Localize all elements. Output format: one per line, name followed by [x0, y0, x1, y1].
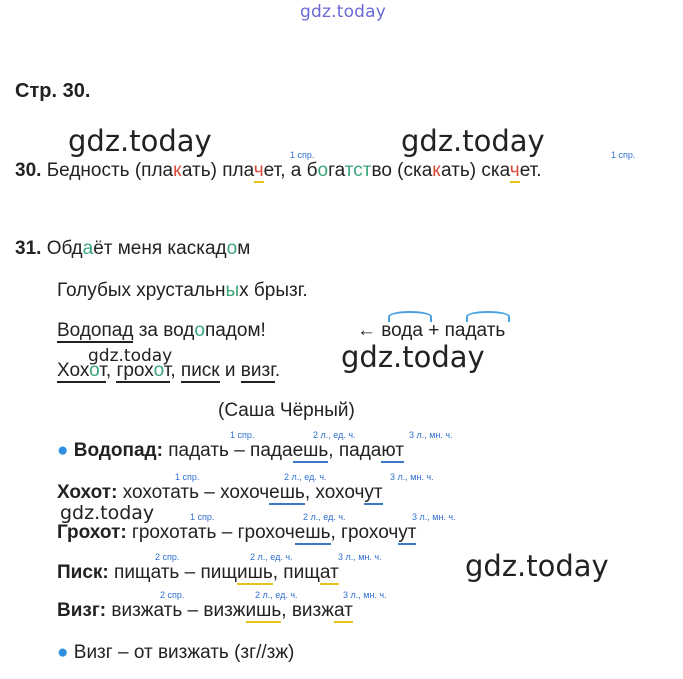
watermark-top: gdz.today: [300, 2, 387, 22]
text: , пада: [328, 440, 382, 461]
ending: ишь: [236, 562, 273, 583]
poem-line-1: [15, 238, 250, 260]
text: о: [317, 160, 329, 181]
text: ч: [509, 160, 520, 181]
text: х брызг.: [239, 280, 308, 301]
text: писк: [180, 360, 220, 381]
text: ,: [170, 360, 181, 381]
text: ет.: [519, 160, 542, 181]
ending: ешь: [269, 482, 305, 503]
conjugation-row: [57, 562, 339, 584]
text: грохотать – грохоч: [126, 522, 295, 543]
text: и: [219, 360, 241, 381]
conjugation-note: 3 л., мн. ч.: [343, 590, 387, 600]
text: , пищ: [272, 562, 320, 583]
conjugation-note: 2 л., ед. ч.: [313, 430, 356, 440]
text: а: [82, 238, 94, 259]
etymology-note: [57, 642, 294, 664]
ending: ишь: [245, 600, 282, 621]
conjugation-row: [57, 482, 383, 504]
text: грохот: [116, 360, 171, 381]
poem-line-4: [57, 360, 280, 382]
ending: ут: [364, 482, 383, 503]
watermark: gdz.today: [68, 124, 212, 158]
text: визжать – визж: [106, 600, 246, 621]
conjugation-note: 1 спр.: [190, 512, 215, 522]
text: ать) пла: [181, 160, 254, 181]
conjugation-note: 2 л., ед. ч.: [303, 512, 346, 522]
conjugation-note: 2 спр.: [160, 590, 185, 600]
conjugation-note: 1 спр.: [290, 150, 315, 160]
page-title: Стр. 30.: [15, 80, 91, 102]
text: во (ска: [371, 160, 433, 181]
conj-word: Писк:: [57, 562, 109, 583]
ending: ут: [398, 522, 417, 543]
text: м: [237, 238, 251, 259]
text: Визг – от визжать (зг//зж): [73, 642, 295, 663]
poem-line-3: [57, 320, 266, 342]
conj-word: Хохот:: [57, 482, 118, 503]
conjugation-note: 1 спр.: [175, 472, 200, 482]
text: .: [274, 360, 281, 381]
text: о: [194, 320, 205, 341]
text: тст: [344, 160, 372, 181]
ending: ешь: [294, 522, 331, 543]
text: ет, а б: [263, 160, 318, 181]
conjugation-note: 1 спр.: [230, 430, 255, 440]
ending: ат: [319, 562, 339, 583]
text: падать – пада: [162, 440, 293, 461]
text: Обд: [46, 238, 83, 259]
watermark: gdz.today: [60, 502, 155, 524]
exercise-number: 31.: [15, 238, 42, 259]
poem-author: (Саша Чёрный): [218, 400, 355, 421]
bullet-icon: ●: [57, 642, 69, 663]
text: ч: [253, 160, 264, 181]
text: за вод: [133, 320, 195, 341]
text: Водопад: [57, 320, 134, 341]
watermark: gdz.today: [88, 346, 173, 366]
text: ,: [105, 360, 117, 381]
text: падом!: [204, 320, 266, 341]
conj-word: Визг:: [57, 600, 107, 621]
conjugation-note: 2 спр.: [155, 552, 180, 562]
conjugation-row: [57, 600, 353, 622]
conjugation-note: 3 л., мн. ч.: [412, 512, 456, 522]
text: пищать – пищ: [108, 562, 237, 583]
conjugation-note: 3 л., мн. ч.: [338, 552, 382, 562]
text: к: [432, 160, 442, 181]
conjugation-row: [57, 522, 416, 544]
text: Голубых хрустальн: [57, 280, 226, 301]
text: к: [173, 160, 182, 181]
conjugation-note: 1 спр.: [611, 150, 636, 160]
text: , визж: [281, 600, 334, 621]
bullet-icon: ●: [57, 440, 69, 461]
ending: ат: [333, 600, 353, 621]
conj-word: Грохот:: [57, 522, 127, 543]
text: о: [226, 238, 238, 259]
conjugation-note: 2 л., ед. ч.: [284, 472, 327, 482]
text: га: [328, 160, 345, 181]
text: Хохот: [57, 360, 106, 381]
exercise-30-sentence: [15, 160, 542, 182]
conjugation-row: [57, 440, 404, 462]
watermark: gdz.today: [341, 340, 485, 374]
ending: ешь: [292, 440, 329, 461]
conjugation-note: 2 л., ед. ч.: [255, 590, 298, 600]
text: ёт меня каскад: [93, 238, 227, 259]
text: , грохоч: [330, 522, 399, 543]
exercise-number: 30.: [15, 160, 42, 181]
watermark: gdz.today: [401, 124, 545, 158]
conjugation-note: 3 л., мн. ч.: [390, 472, 434, 482]
poem-line-2: [57, 280, 308, 302]
conj-word: Водопад:: [73, 440, 163, 461]
text: хохотать – хохоч: [117, 482, 270, 503]
text: , хохоч: [304, 482, 365, 503]
conjugation-note: 3 л., мн. ч.: [409, 430, 453, 440]
text: Бедность (пла: [46, 160, 174, 181]
word-formation-note: ← вода + падать: [357, 320, 506, 341]
text: визг: [240, 360, 275, 381]
conjugation-note: 2 л., ед. ч.: [250, 552, 293, 562]
text: ы: [225, 280, 240, 301]
text: ать) ска: [441, 160, 510, 181]
watermark: gdz.today: [465, 549, 609, 583]
ending: ют: [381, 440, 404, 461]
